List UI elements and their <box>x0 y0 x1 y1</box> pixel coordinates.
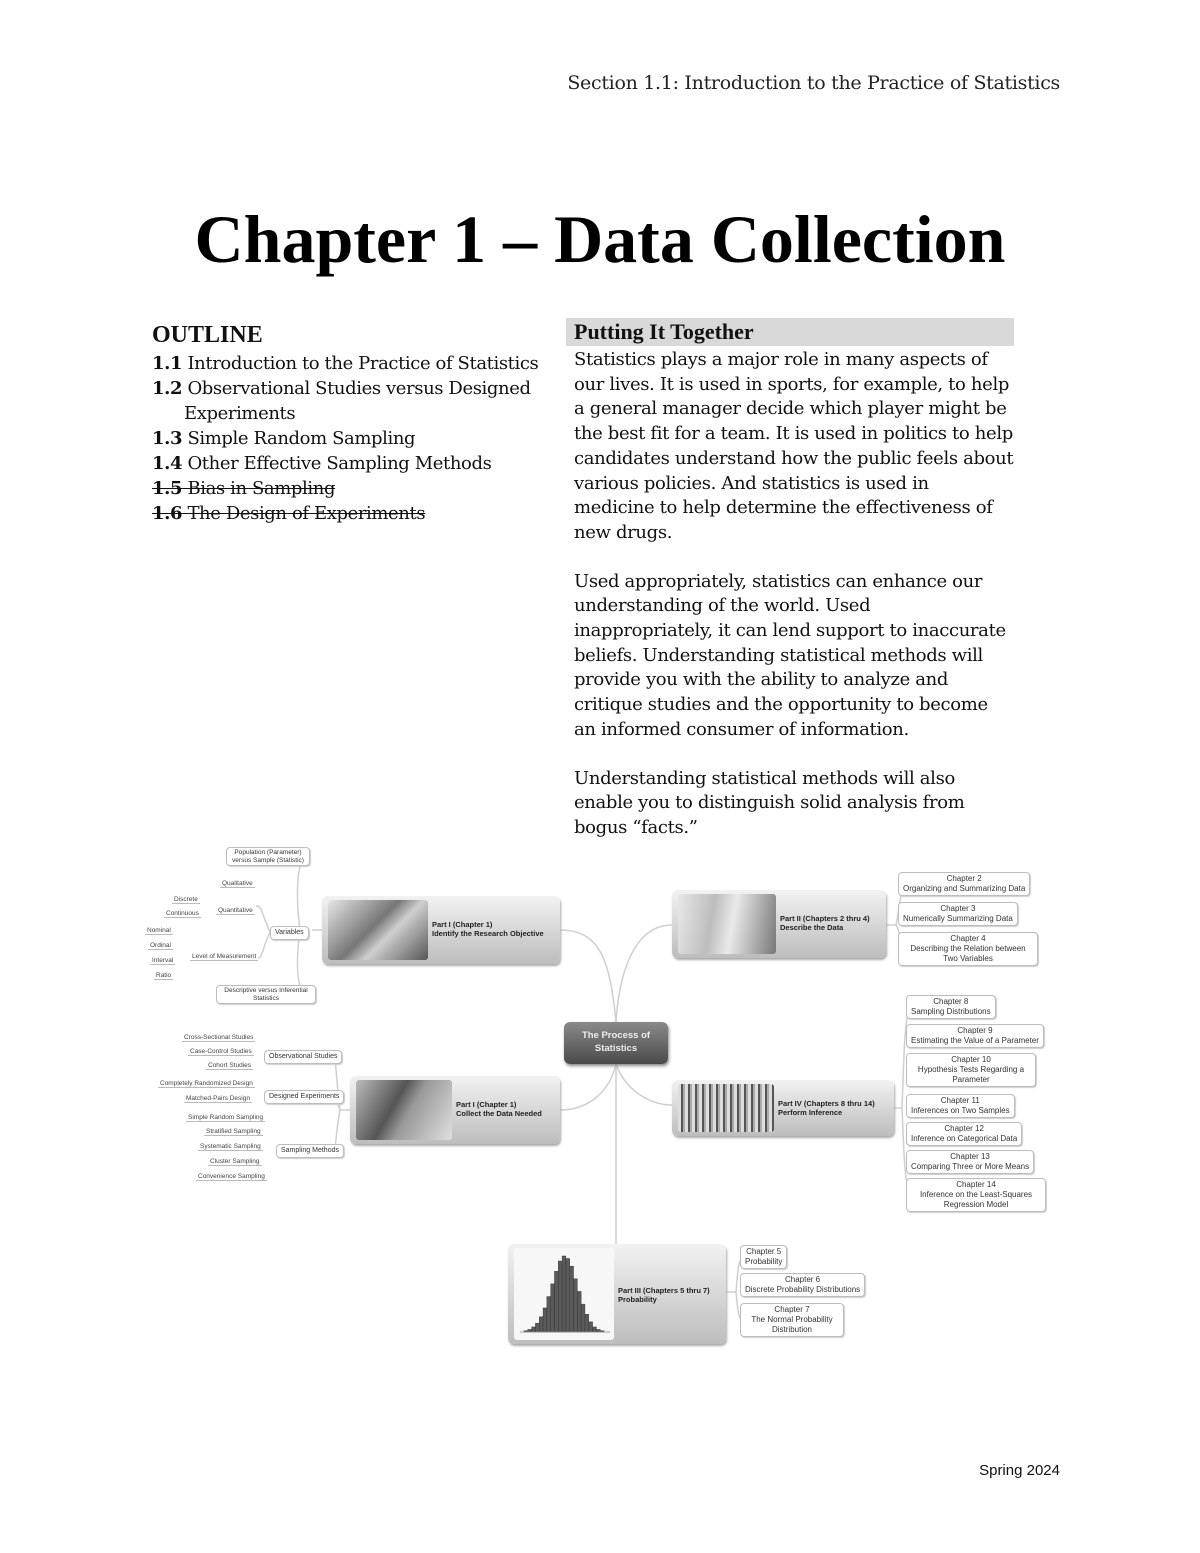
part2-node <box>672 890 886 958</box>
matched-pairs-leaf: Matched-Pairs Design <box>186 1095 250 1102</box>
connector <box>560 1064 616 1110</box>
histogram-bar <box>577 1291 581 1332</box>
chapter-name: Estimating the Value of a Parameter <box>911 1036 1039 1045</box>
systematic-leaf: Systematic Sampling <box>200 1143 261 1150</box>
discrete-leaf: Discrete <box>174 896 198 903</box>
outline-item-text: Other Effective Sampling Methods <box>187 453 492 474</box>
chapter-name: Inference on Categorical Data <box>911 1134 1018 1143</box>
designed-experiments-node: Designed Experiments <box>264 1090 344 1104</box>
simple-random-leaf: Simple Random Sampling <box>188 1114 264 1121</box>
chapter-number: Chapter 9 <box>957 1026 993 1035</box>
histogram-bar <box>574 1279 578 1332</box>
chapter-name: Discrete Probability Distributions <box>745 1285 861 1294</box>
outline-item-text: Simple Random Sampling <box>187 428 416 449</box>
connector <box>258 932 270 958</box>
chapter-name: Describing the Relation between Two Variables <box>910 944 1026 963</box>
interval-leaf: Interval <box>152 957 174 964</box>
chapter-name: Comparing Three or More Means <box>911 1162 1030 1171</box>
chapter-name: Sampling Distributions <box>911 1007 991 1016</box>
qualitative-leaf: Qualitative <box>222 880 253 887</box>
ordinal-leaf: Ordinal <box>150 942 171 949</box>
lab-photo <box>328 900 428 960</box>
paragraph: Statistics plays a major role in many aspects of our lives. It is used in sports, for example, to help a general manager decide which player might be the best fit for a team. It is used in politics to help candidates understand how the public feels about various policies. And statistics is used in medicine to help determine the effectiveness of new drugs. <box>574 349 1014 543</box>
continuous-leaf: Continuous <box>166 910 199 917</box>
chapter-node <box>898 932 1038 966</box>
chapter-name: Organizing and Summarizing Data <box>903 884 1026 893</box>
part4-subtitle: Perform Inference <box>778 1108 843 1117</box>
histogram-bar <box>558 1261 562 1332</box>
pop-vs-sample-node: Population (Parameter) versus Sample (Statistic) <box>226 847 310 866</box>
ratio-leaf: Ratio <box>156 972 172 979</box>
chapter-node <box>898 902 1018 926</box>
part2-title: Part II (Chapters 2 thru 4) <box>780 914 870 923</box>
histogram-bar <box>532 1327 536 1332</box>
outline-item-number: 1.5 <box>152 478 183 499</box>
chapter-number: Chapter 3 <box>940 904 976 913</box>
part1-title: Part I (Chapter 1) <box>432 920 493 929</box>
putting-it-together-heading: Putting It Together <box>566 318 1014 346</box>
chapter-node <box>906 995 996 1019</box>
level-measurement-leaf: Level of Measurement <box>192 953 257 960</box>
quantitative-leaf: Quantitative <box>218 907 253 914</box>
outline-item-text: Bias in Sampling <box>187 478 336 499</box>
paragraph: Understanding statistical methods will also enable you to distinguish solid analysis from bogus “facts.” <box>574 767 965 838</box>
center-node: The Process of Statistics <box>564 1022 668 1064</box>
interview-photo <box>356 1080 452 1140</box>
chapter-number: Chapter 11 <box>940 1096 980 1105</box>
chapter-name: The Normal Probability Distribution <box>751 1315 833 1334</box>
chapter-number: Chapter 14 <box>956 1180 996 1189</box>
chapter-title: Chapter 1 – Data Collection <box>194 201 1006 277</box>
part3-title: Part III (Chapters 5 thru 7) <box>618 1286 710 1295</box>
crowd-photo <box>678 1084 774 1132</box>
part3-subtitle: Probability <box>618 1295 657 1304</box>
part4-node <box>672 1080 894 1136</box>
histogram-bar <box>570 1266 574 1332</box>
chapter-number: Chapter 13 <box>950 1152 990 1161</box>
footer-term: Spring 2024 <box>979 1462 1060 1479</box>
outline-item-text: Introduction to the Practice of Statistics <box>187 353 539 374</box>
chapter-node <box>740 1303 844 1337</box>
histogram-bar <box>589 1322 593 1332</box>
cross-sectional-leaf: Cross-Sectional Studies <box>184 1034 254 1041</box>
chapter-name: Inferences on Two Samples <box>911 1106 1010 1115</box>
outline-item-number: 1.1 <box>152 353 183 374</box>
chapter-node <box>906 1053 1036 1087</box>
chapter-number: Chapter 10 <box>951 1055 991 1064</box>
histogram-bar <box>596 1329 600 1332</box>
histogram-bar <box>562 1256 566 1332</box>
chapter-number: Chapter 8 <box>933 997 969 1006</box>
part1-node <box>322 896 560 964</box>
chapter-number: Chapter 4 <box>950 934 986 943</box>
outline-item-number: 1.4 <box>152 453 183 474</box>
chapter-name: Inference on the Least-Squares Regression Model <box>919 1190 1033 1209</box>
case-control-leaf: Case-Control Studies <box>190 1048 252 1055</box>
chapter-node <box>898 872 1030 896</box>
part2-subtitle: Describe the Data <box>780 923 844 932</box>
nominal-leaf: Nominal <box>147 927 171 934</box>
part3-node <box>508 1244 726 1344</box>
paragraph: Used appropriately, statistics can enhance our understanding of the world. Used inappropriately, it can lend support to inaccurate beliefs. Understanding statistical methods will provide you with the ability to analyze and critique studies and the opportunity to become an informed consumer of information. <box>574 570 1006 740</box>
chapter-number: Chapter 2 <box>946 874 982 883</box>
variables-node: Variables <box>270 926 309 940</box>
chapter-number: Chapter 7 <box>774 1305 810 1314</box>
chapter-number: Chapter 6 <box>785 1275 821 1284</box>
connector <box>560 930 616 1022</box>
connector <box>298 858 306 930</box>
histogram-bar <box>535 1323 539 1332</box>
connector <box>616 925 672 1022</box>
chapter-node <box>906 1024 1044 1048</box>
cohort-leaf: Cohort Studies <box>208 1062 251 1069</box>
chapter-node <box>740 1273 865 1297</box>
chapter-node <box>906 1178 1046 1212</box>
sampling-methods-node: Sampling Methods <box>276 1144 344 1158</box>
histogram-bar <box>585 1314 589 1332</box>
histogram-bar <box>528 1329 532 1332</box>
cluster-leaf: Cluster Sampling <box>210 1158 260 1165</box>
convenience-leaf: Convenience Sampling <box>198 1173 265 1180</box>
chapter-name: Probability <box>745 1257 783 1266</box>
connector <box>256 906 270 932</box>
stratified-leaf: Stratified Sampling <box>206 1128 261 1135</box>
part4-title: Part IV (Chapters 8 thru 14) <box>778 1099 875 1108</box>
tablet-photo <box>678 894 776 954</box>
observational-node: Observational Studies <box>264 1050 342 1064</box>
outline-item-number: 1.6 <box>152 503 183 524</box>
part1b-subtitle: Collect the Data Needed <box>456 1109 542 1118</box>
outline-item-number: 1.2 <box>152 378 183 399</box>
chapter-name: Hypothesis Tests Regarding a Parameter <box>917 1065 1025 1084</box>
part1-subtitle: Identify the Research Objective <box>432 929 544 938</box>
outline-item-number: 1.3 <box>152 428 183 449</box>
histogram-bar <box>547 1297 551 1332</box>
outline-heading: OUTLINE <box>152 322 263 348</box>
part1b-node <box>350 1076 560 1144</box>
connector <box>616 1064 672 1105</box>
chapter-node <box>906 1150 1034 1174</box>
completely-randomized-leaf: Completely Randomized Design <box>160 1080 253 1087</box>
chapter-node <box>906 1094 1015 1118</box>
histogram-bar <box>566 1259 570 1332</box>
descriptive-inferential-node: Descriptive versus Inferential Statistics <box>216 985 316 1004</box>
outline-item-text: Observational Studies versus Designed Experiments <box>184 378 531 424</box>
part1b-title: Part I (Chapter 1) <box>456 1100 517 1109</box>
histogram-bar <box>539 1317 543 1332</box>
outline-item-text: The Design of Experiments <box>187 503 426 524</box>
chapter-name: Numerically Summarizing Data <box>903 914 1013 923</box>
histogram-bar <box>593 1327 597 1332</box>
chapter-node <box>906 1122 1022 1146</box>
histogram-bar <box>551 1284 555 1332</box>
chapter-node <box>740 1245 787 1269</box>
chapter-number: Chapter 12 <box>944 1124 984 1133</box>
histogram-bar <box>581 1304 585 1332</box>
histogram-bar <box>543 1308 547 1332</box>
chapter-number: Chapter 5 <box>746 1247 782 1256</box>
running-header: Section 1.1: Introduction to the Practice of Statistics <box>567 72 1060 94</box>
histogram <box>514 1248 614 1340</box>
histogram-bar <box>554 1271 558 1332</box>
